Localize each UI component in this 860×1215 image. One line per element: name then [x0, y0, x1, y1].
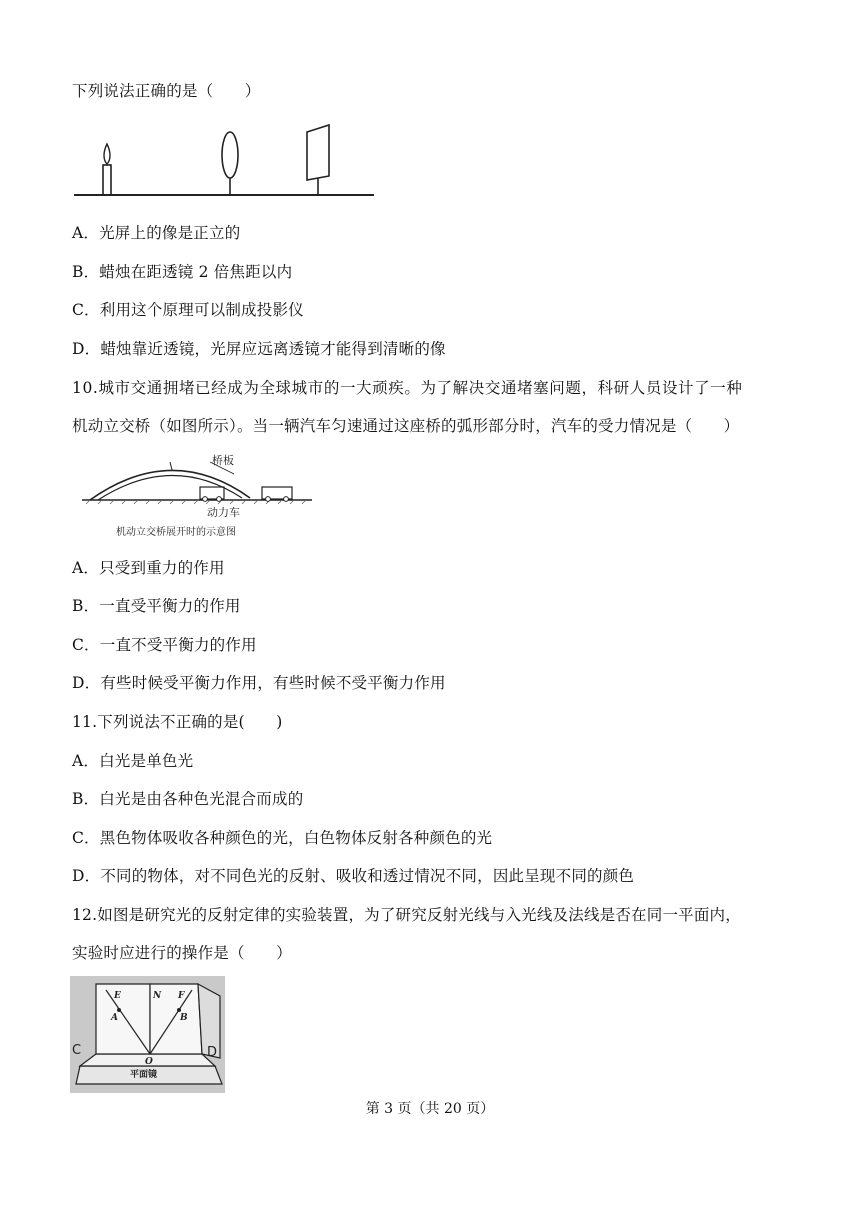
q11-option-a: A．白光是单色光 [72, 752, 194, 770]
reflection-apparatus-figure [70, 976, 225, 1093]
light-screen [307, 125, 329, 180]
lens-experiment-figure [72, 122, 377, 202]
label-n: N [153, 991, 162, 1001]
label-d: D [207, 1045, 218, 1060]
q10-option-d: D．有些时候受平衡力作用，有些时候不受平衡力作用 [72, 674, 446, 692]
bridge-arch-inner [98, 475, 242, 500]
candle-flame [104, 144, 110, 164]
q9-option-b: B．蜡烛在距透镜 2 倍焦距以内 [72, 263, 293, 281]
q10-option-a: A．只受到重力的作用 [72, 559, 225, 577]
q9-stem: 下列说法正确的是（ ） [72, 82, 261, 100]
q11-option-b: B．白光是由各种色光混合而成的 [72, 790, 304, 808]
label-f: F [178, 991, 185, 1001]
power-car-label: 动力车 [207, 506, 240, 519]
q12-stem-line1: 12.如图是研究光的反射定律的实验装置，为了研究反射光线与入光线及法线是否在同一平面内， [72, 906, 741, 924]
mirror-label: 平面镜 [130, 1070, 158, 1080]
label-e: E [114, 991, 121, 1001]
q10-option-c: C．一直不受平衡力的作用 [72, 636, 257, 654]
q10-stem-line1: 10.城市交通拥堵已经成为全球城市的一大顽疾。为了解决交通堵塞问题，科研人员设计了一种 [72, 379, 743, 397]
q9-option-a: A．光屏上的像是正立的 [72, 224, 241, 242]
board-left [96, 984, 150, 1054]
q10-option-b: B．一直受平衡力的作用 [72, 597, 241, 615]
q9-option-c: C．利用这个原理可以制成投影仪 [72, 301, 304, 319]
q11-option-c: C．黑色物体吸收各种颜色的光，白色物体反射各种颜色的光 [72, 829, 493, 847]
q12-stem-line2: 实验时应进行的操作是（ ） [72, 944, 292, 962]
label-a: A [111, 1013, 118, 1023]
q9-option-d: D．蜡烛靠近透镜，光屏应远离透镜才能得到清晰的像 [72, 340, 446, 358]
label-c: C [72, 1043, 82, 1058]
q10-stem-line2: 机动立交桥（如图所示）。当一辆汽车匀速通过这座桥的弧形部分时，汽车的受力情况是（ ） [72, 417, 740, 435]
bridge-label: 桥板 [212, 454, 234, 467]
q11-option-d: D．不同的物体，对不同色光的反射、吸收和透过情况不同，因此呈现不同的颜色 [72, 867, 635, 885]
page-footer: 第 3 页（共 20 页） [365, 1101, 495, 1117]
convex-lens [222, 132, 238, 178]
label-b: B [180, 1013, 188, 1023]
candle [103, 165, 111, 195]
bridge-figure [72, 450, 322, 542]
label-o: O [145, 1057, 153, 1067]
q11-stem: 11.下列说法不正确的是( ) [72, 713, 283, 731]
bridge-caption: 机动立交桥展开时的示意图 [116, 527, 236, 538]
